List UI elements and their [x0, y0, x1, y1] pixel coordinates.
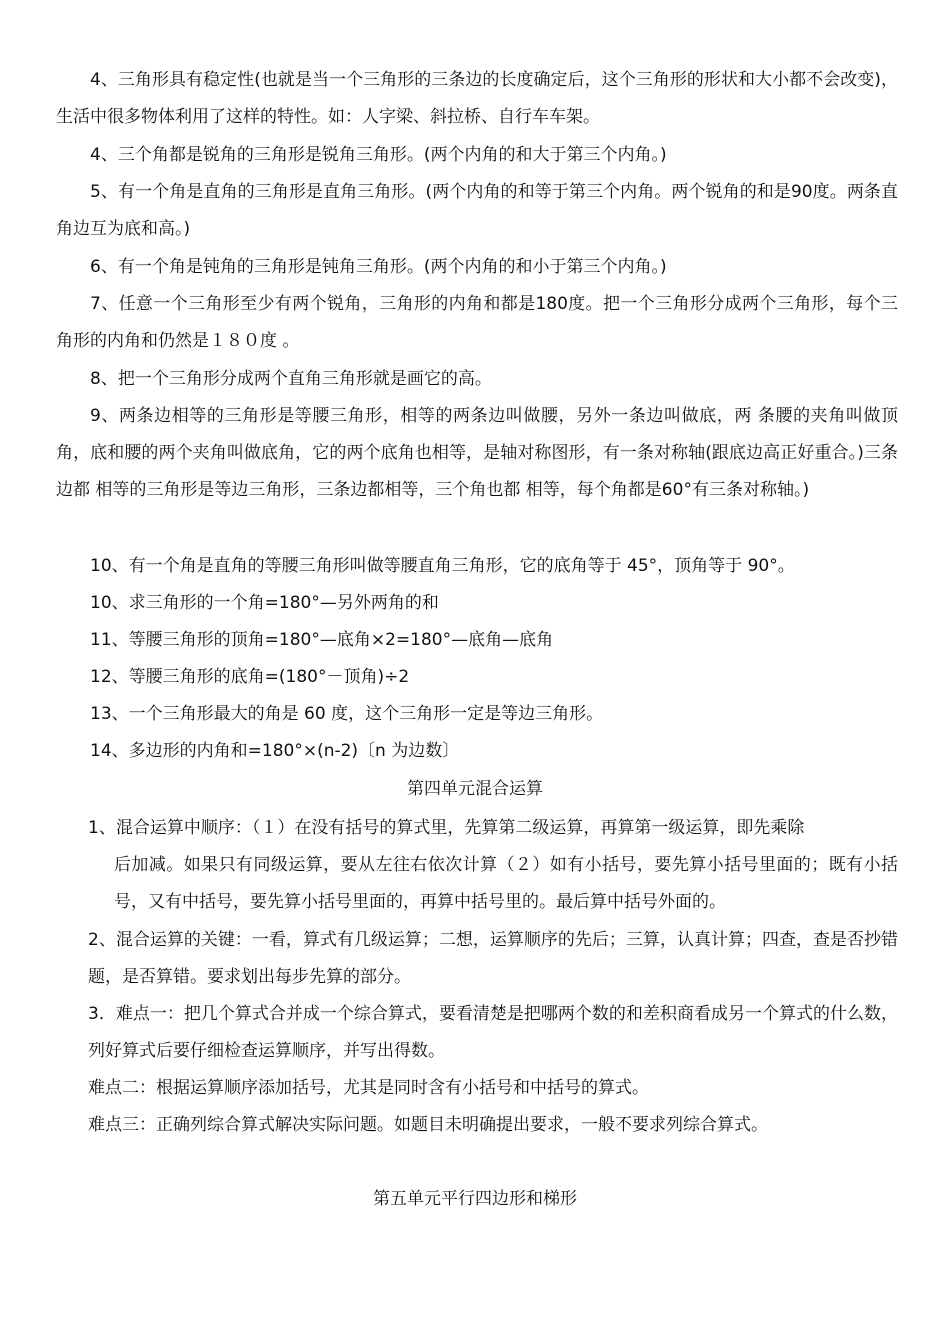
section-title-parallelogram-trapezoid: 第五单元平行四边形和梯形 — [373, 1189, 577, 1209]
paragraph-item-14-polygon: 14、多边形的内角和=180°×(n-2)〔n 为边数〕 — [90, 741, 460, 761]
paragraph-item-10-isosceles-right: 10、有一个角是直角的等腰三角形叫做等腰直角三角形，它的底角等于 45°，顶角等于 90°。 — [90, 556, 795, 576]
paragraph-item-6-obtuse: 6、有一个角是钝角的三角形是钝角三角形。(两个内角的和小于第三个内角。) — [90, 257, 667, 277]
paragraph-mixed-item-1 — [88, 810, 898, 921]
paragraph-mixed-item-2: 2、混合运算的关键：一看，算式有几级运算；二想，运算顺序的先后；三算，认真计算；四查，查是否抄错题，是否算错。要求划出每步先算的部分。 — [88, 930, 898, 987]
paragraph-mixed-difficulty-2: 难点二：根据运算顺序添加括号，尤其是同时含有小括号和中括号的算式。 — [88, 1078, 649, 1098]
paragraph-item-4-acute: 4、三个角都是锐角的三角形是锐角三角形。(两个内角的和大于第三个内角。) — [90, 145, 667, 165]
section-title-mixed-operations: 第四单元混合运算 — [407, 779, 543, 799]
paragraph-mixed-difficulty-3: 难点三：正确列综合算式解决实际问题。如题目未明确提出要求，一般不要求列综合算式。 — [88, 1115, 768, 1135]
paragraph-item-8-height: 8、把一个三角形分成两个直角三角形就是画它的高。 — [90, 369, 492, 389]
paragraph-item-12-base-angle: 12、等腰三角形的底角=(180°－顶角)÷2 — [90, 667, 410, 687]
paragraph-item-9-isosceles: 9、两条边相等的三角形是等腰三角形，相等的两条边叫做腰，另外一条边叫做底，两 条腰的夹角叫做顶角，底和腰的两个夹角叫做底角，它的两个底角也相等，是轴对称图形，有一条对称轴(跟底边高正好重合。)三条边都 相等的三角形是等边三角形，三条边都相等，三个角也都 相等，每个角都是60°有三条对称轴。) — [56, 406, 898, 500]
paragraph-item-4-stability: 4、三角形具有稳定性(也就是当一个三角形的三条边的长度确定后，这个三角形的形状和大小都不会改变)，生活中很多物体利用了这样的特性。如：人字梁、斜拉桥、自行车车架。 — [56, 70, 898, 127]
paragraph-item-11-apex-angle: 11、等腰三角形的顶角=180°—底角×2=180°—底角—底角 — [90, 630, 554, 650]
mixed-item-1-first-line: 1、混合运算中顺序：（１）在没有括号的算式里，先算第二级运算，再算第一级运算，即先乘除 — [88, 818, 805, 838]
mixed-item-1-rest: 后加减。如果只有同级运算，要从左往右依次计算（２）如有小括号，要先算小括号里面的；既有小括号，又有中括号，要先算小括号里面的，再算中括号里的。最后算中括号外面的。 — [114, 855, 898, 912]
paragraph-item-13-equilateral: 13、一个三角形最大的角是 60 度，这个三角形一定是等边三角形。 — [90, 704, 604, 724]
paragraph-mixed-item-3: 3．难点一：把几个算式合并成一个综合算式，要看清楚是把哪两个数的和差积商看成另一个算式的什么数，列好算式后要仔细检查运算顺序，并写出得数。 — [88, 1004, 898, 1061]
paragraph-item-5-right: 5、有一个角是直角的三角形是直角三角形。(两个内角的和等于第三个内角。两个锐角的和是90度。两条直角边互为底和高。) — [56, 182, 898, 239]
paragraph-item-10-find-angle: 10、求三角形的一个角=180°—另外两角的和 — [90, 593, 439, 613]
paragraph-item-7-angle-sum: 7、任意一个三角形至少有两个锐角，三角形的内角和都是180度。把一个三角形分成两个三角形，每个三角形的内角和仍然是１８０度 。 — [56, 294, 898, 351]
